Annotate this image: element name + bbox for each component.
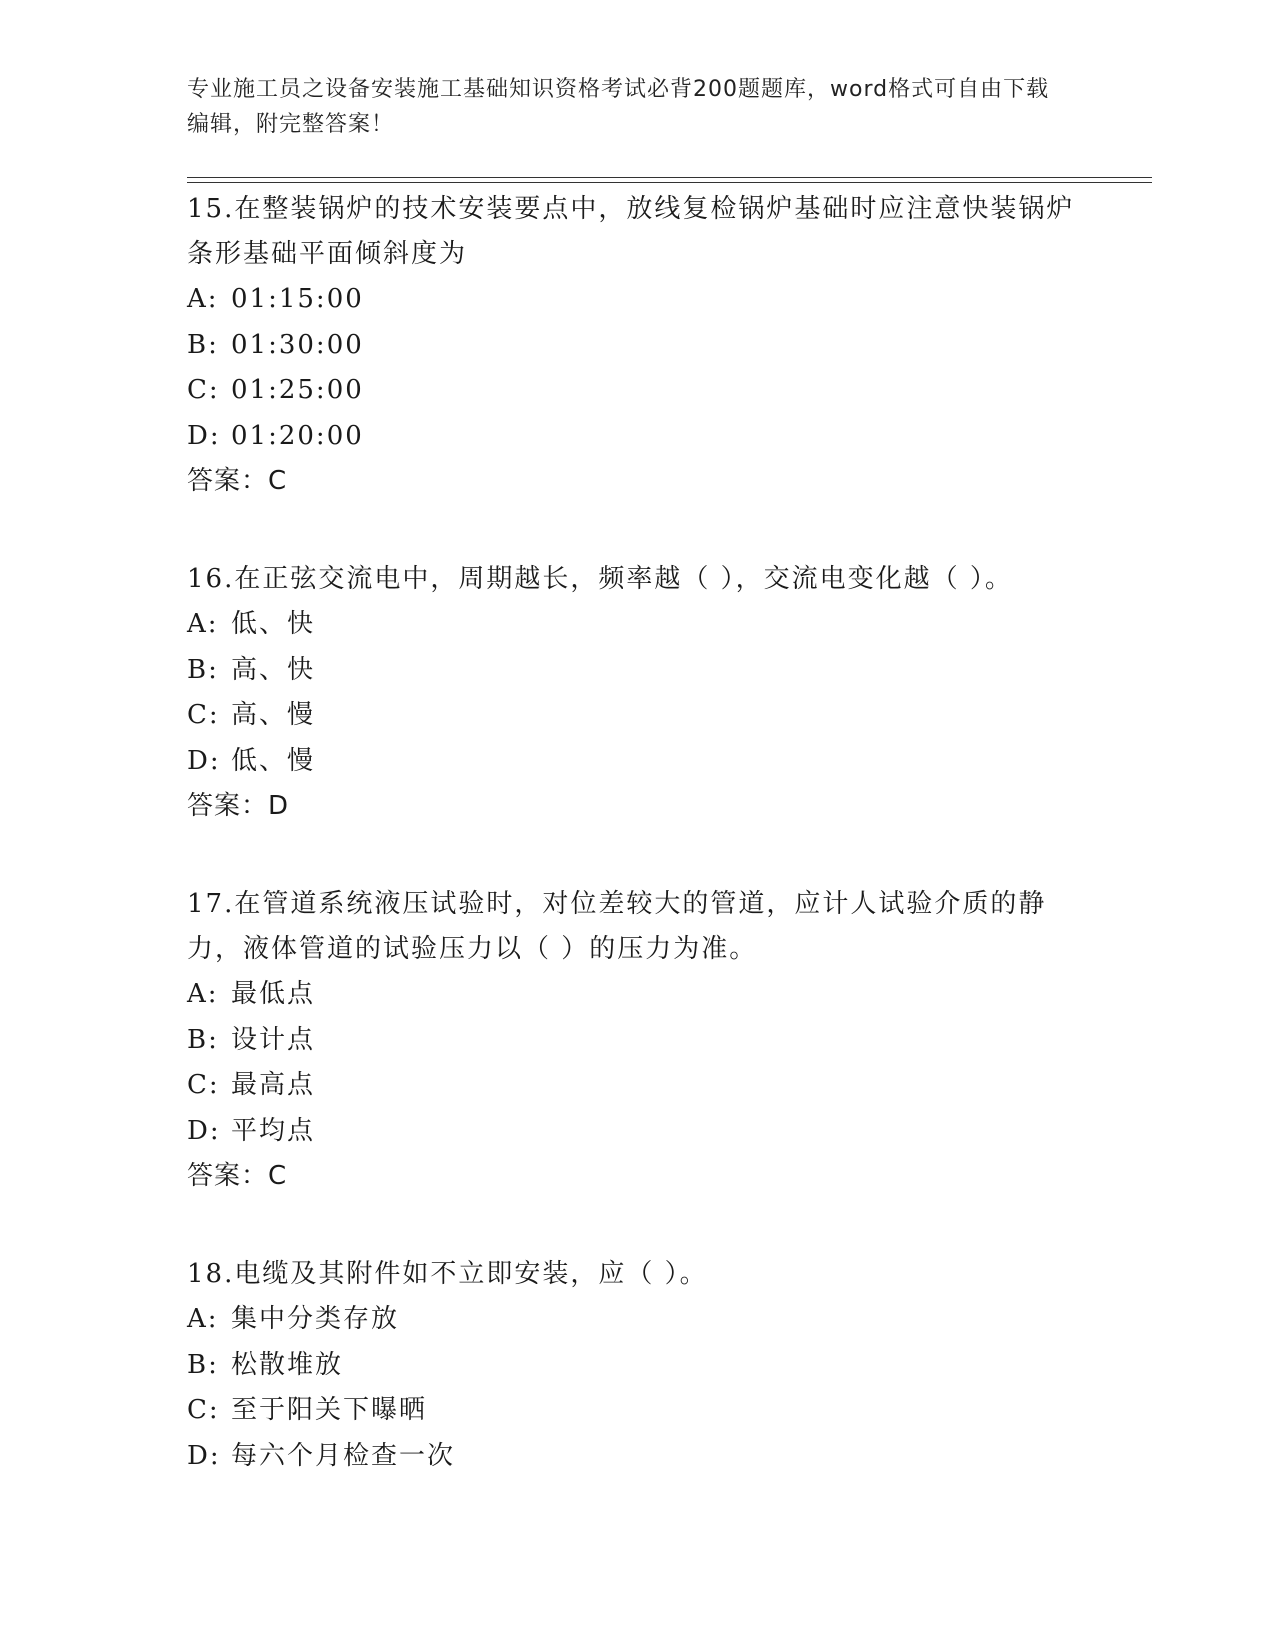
spacer [187,503,1087,557]
option-letter: A: [187,284,219,314]
option-letter: C: [187,700,220,730]
option-letter: B: [187,1024,219,1055]
option-text: 01:15:00 [231,284,364,314]
option-letter: D: [187,1440,221,1471]
spacer [187,828,1087,882]
option-d [187,1434,1087,1480]
option-letter: D: [187,420,221,451]
option-letter: D: [187,1115,221,1146]
option-a [187,972,1087,1018]
option-text: 每六个月检查一次 [231,1440,456,1471]
option-text: 集中分类存放 [231,1304,400,1334]
option-text: 01:20:00 [231,420,364,451]
header-divider-bottom [187,182,1152,183]
option-c [187,1388,1087,1434]
option-text: 松散堆放 [231,1349,344,1380]
question-stem: 17.在管道系统液压试验时，对位差较大的管道，应计人试验介质的静力，液体管道的试验压力以（ ）的压力为准。 [187,889,1047,964]
option-text: 高、快 [231,654,316,685]
option-c [187,368,1087,414]
option-letter: C: [187,1395,220,1425]
option-a [187,1297,1087,1343]
header-text: 专业施工员之设备安装施工基础知识资格考试必背200题题库，word格式可自由下载编辑，附完整答案！ [187,77,1050,137]
option-d [187,1109,1087,1155]
header-divider-top [187,177,1152,178]
document-header [187,72,1067,142]
question-18 [187,1252,1087,1479]
option-letter: A: [187,609,219,639]
option-letter: B: [187,329,219,360]
question-16 [187,557,1087,828]
option-text: 最低点 [231,979,316,1009]
option-c [187,693,1087,739]
option-letter: B: [187,1349,219,1380]
option-text: 高、慢 [231,700,316,730]
option-text: 低、快 [231,609,316,639]
option-text: 至于阳关下曝晒 [231,1395,428,1425]
option-letter: B: [187,654,219,685]
option-letter: C: [187,375,220,405]
option-b [187,1018,1087,1064]
option-a [187,602,1087,648]
answer-line: 答案：C [187,1161,288,1191]
option-letter: A: [187,979,219,1009]
spacer [187,1198,1087,1252]
option-d [187,739,1087,785]
question-17 [187,882,1087,1198]
answer-line: 答案：C [187,466,288,496]
question-list [187,187,1087,1479]
option-d [187,414,1087,460]
option-text: 平均点 [231,1115,316,1146]
option-letter: C: [187,1070,220,1100]
question-stem: 18.电缆及其附件如不立即安装，应（ ）。 [187,1259,708,1289]
option-a [187,277,1087,323]
option-b [187,1343,1087,1389]
question-stem: 15.在整装锅炉的技术安装要点中，放线复检锅炉基础时应注意快装锅炉条形基础平面倾斜度为 [187,194,1075,269]
option-b [187,323,1087,369]
option-b [187,648,1087,694]
option-letter: D: [187,745,221,776]
option-c [187,1063,1087,1109]
option-text: 低、慢 [231,745,316,776]
question-stem: 16.在正弦交流电中，周期越长，频率越（ ），交流电变化越（ ）。 [187,564,1013,594]
question-15 [187,187,1087,503]
option-text: 设计点 [231,1024,316,1055]
option-text: 01:25:00 [231,375,364,405]
option-text: 01:30:00 [231,329,364,360]
answer-line: 答案：D [187,791,290,821]
option-letter: A: [187,1304,219,1334]
option-text: 最高点 [231,1070,316,1100]
